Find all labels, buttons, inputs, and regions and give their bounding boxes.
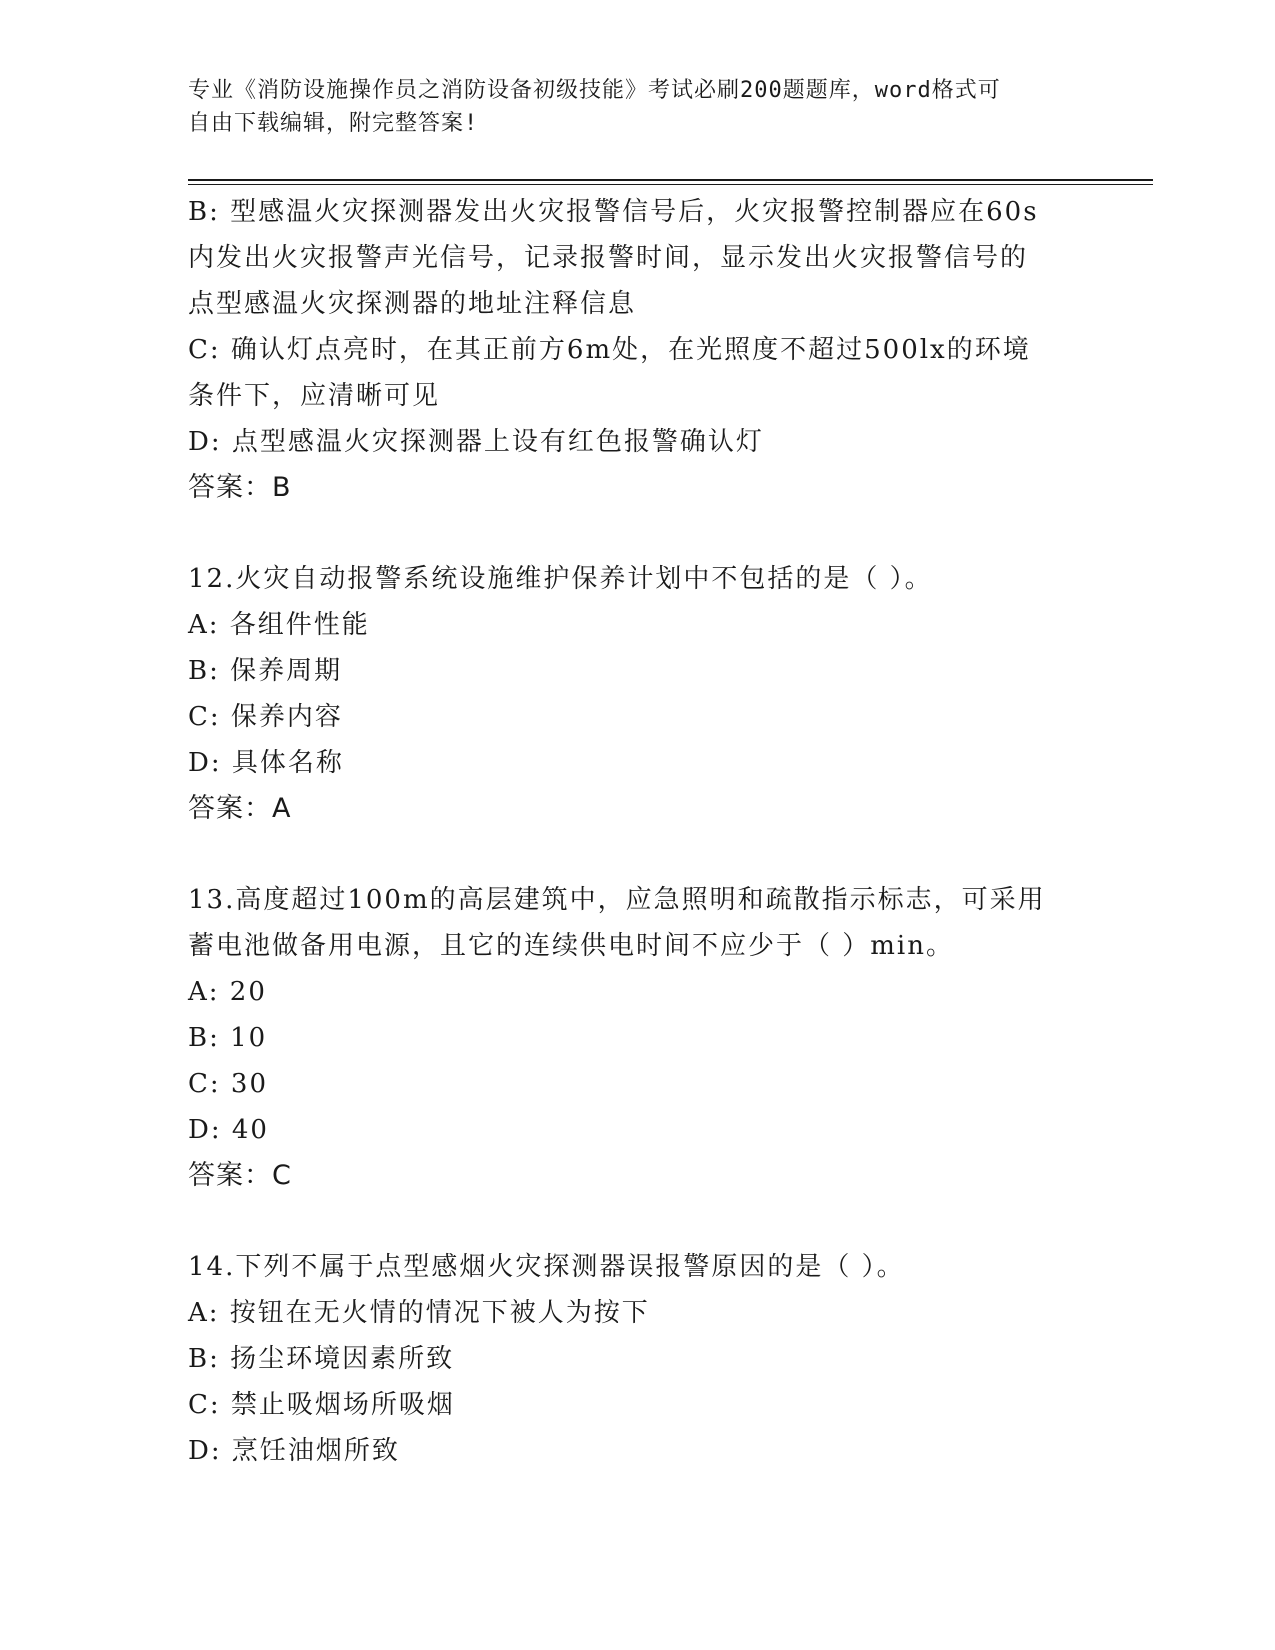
q14-option-a: A: 按钮在无火情的情况下被人为按下: [188, 1298, 650, 1328]
q13-option-a: A: 20: [188, 977, 267, 1007]
spacer: [188, 511, 1078, 556]
spacer: [188, 832, 1078, 877]
spacer: [188, 1199, 1078, 1244]
q12-option-c: C: 保养内容: [188, 702, 343, 732]
q12-answer: 答案：A: [188, 793, 292, 824]
header-rule-thin: [188, 184, 1153, 185]
q11-option-b-line-1: B: 型感温火灾探测器发出火灾报警信号后，火灾报警控制器应在60s: [188, 197, 1039, 227]
question-12: [188, 556, 1078, 832]
q13-answer: 答案：C: [188, 1160, 292, 1191]
q14-option-d: D: 烹饪油烟所致: [188, 1436, 400, 1466]
q13-stem-line-2: 蓄电池做备用电源，且它的连续供电时间不应少于（ ）min。: [188, 931, 954, 961]
q11-answer: 答案：B: [188, 472, 292, 503]
q13-option-d: D: 40: [188, 1115, 269, 1145]
q13-stem-line-1: 13.高度超过100m的高层建筑中，应急照明和疏散指示标志，可采用: [188, 885, 1046, 915]
header-rule-thick: [188, 179, 1153, 181]
question-13: [188, 877, 1078, 1199]
q12-option-d: D: 具体名称: [188, 748, 344, 778]
q11-option-b-line-3: 点型感温火灾探测器的地址注释信息: [188, 289, 637, 319]
document-header: [188, 74, 1068, 140]
q12-option-a: A: 各组件性能: [188, 610, 370, 640]
q13-option-c: C: 30: [188, 1069, 269, 1099]
q12-stem: 12.火灾自动报警系统设施维护保养计划中不包括的是（ ）。: [188, 564, 933, 594]
q11-option-c-line-2: 条件下，应清晰可见: [188, 381, 441, 411]
q12-option-b: B: 保养周期: [188, 656, 343, 686]
q14-option-b: B: 扬尘环境因素所致: [188, 1344, 455, 1374]
q11-option-b-line-2: 内发出火灾报警声光信号，记录报警时间，显示发出火灾报警信号的: [188, 243, 1029, 273]
q11-option-c-line-1: C: 确认灯点亮时，在其正前方6m处，在光照度不超过500lx的环境: [188, 335, 1031, 365]
header-line-1: 专业《消防设施操作员之消防设备初级技能》考试必刷200题题库，word格式可: [188, 78, 1001, 103]
question-14: [188, 1244, 1078, 1474]
question-content: [188, 189, 1078, 1474]
question-11: [188, 189, 1078, 511]
q13-option-b: B: 10: [188, 1023, 268, 1053]
header-line-2: 自由下载编辑，附完整答案!: [188, 111, 479, 136]
q14-option-c: C: 禁止吸烟场所吸烟: [188, 1390, 455, 1420]
q14-stem: 14.下列不属于点型感烟火灾探测器误报警原因的是（ ）。: [188, 1252, 905, 1282]
q11-option-d: D: 点型感温火灾探测器上设有红色报警确认灯: [188, 427, 764, 457]
